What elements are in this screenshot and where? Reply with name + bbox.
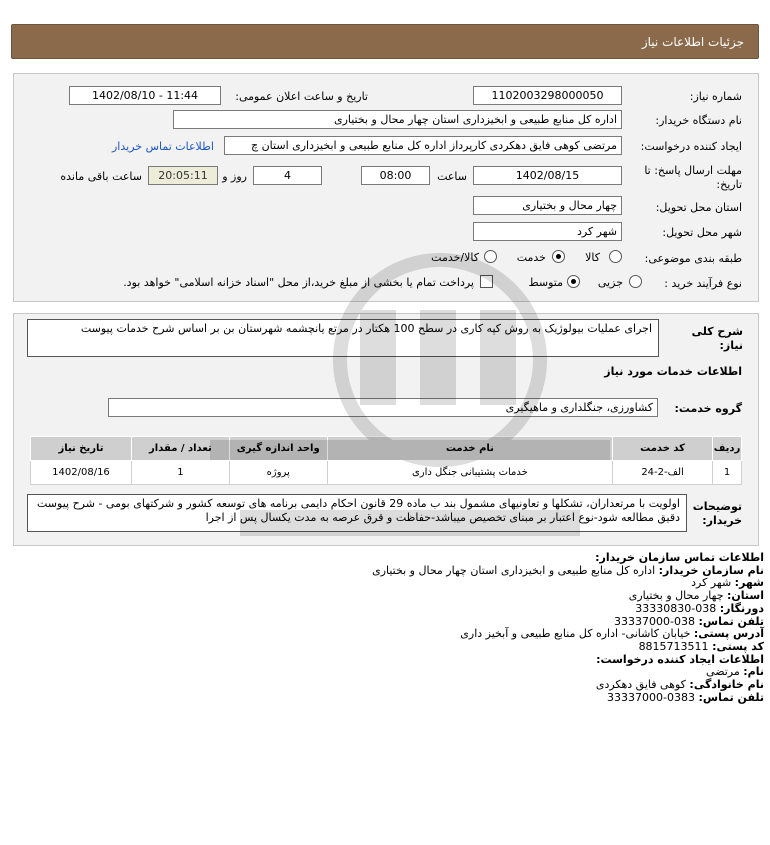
name-label: نام: <box>743 665 764 679</box>
deadline-time-label: ساعت <box>437 170 467 183</box>
address-value: خیابان کاشانی- اداره کل منابع طبیعی و آبخیز داری <box>460 627 691 641</box>
phone-label: تلفن تماس: <box>698 614 764 628</box>
postal-value: 8815713511 <box>638 639 709 653</box>
city-label: شهر محل تحویل: <box>662 226 742 239</box>
cell-unit: پروژه <box>229 461 327 485</box>
fax-value: 038-33330830 <box>635 601 717 615</box>
cell-name: خدمات پشتیبانی جنگل داری <box>327 461 612 485</box>
province-contact-label: استان: <box>727 589 764 603</box>
announce-field: 1402/08/10 - 11:44 <box>69 86 221 105</box>
summary-label-2: نیاز: <box>719 339 743 352</box>
table-row <box>31 461 742 485</box>
remaining-label: ساعت باقی مانده <box>60 170 142 183</box>
city-contact-value: شهر کرد <box>691 576 732 590</box>
creator-info-title: اطلاعات ایجاد کننده درخواست: <box>596 652 764 666</box>
province-field: چهار محال و بختیاری <box>473 196 622 215</box>
cell-row: 1 <box>713 461 742 485</box>
page-title: جزئیات اطلاعات نیاز <box>641 35 744 49</box>
page-header <box>11 24 759 59</box>
phone-value: 038-33337000 <box>614 614 696 628</box>
family-value: کوهی فایق دهکردی <box>595 678 686 692</box>
announce-label: تاریخ و ساعت اعلان عمومی: <box>235 90 368 103</box>
col-unit: واحد اندازه گیری <box>229 437 327 461</box>
address-label: آدرس پستی: <box>693 627 764 641</box>
service-group-label: گروه خدمت: <box>674 402 742 415</box>
name-value: مرتضی <box>706 665 740 679</box>
remaining-time-field: 20:05:11 <box>148 166 218 185</box>
need-number-label: شماره نیاز: <box>689 90 742 103</box>
notes-label: توضیحات <box>692 500 742 513</box>
province-contact-value: چهار محال و بختیاری <box>628 589 724 603</box>
summary-text: اجرای عملیات بیولوژیک به روش کپه کاری در سطح 100 هکتار در مرتع یانچشمه شهرستان بن بر اساس شرح خدمات پیوست <box>27 319 659 357</box>
days-label: روز و <box>222 170 247 183</box>
need-info-panel <box>13 73 759 302</box>
category-goods-radio[interactable] <box>609 250 622 263</box>
col-date: تاریخ نیاز <box>31 437 132 461</box>
deadline-label: مهلت ارسال پاسخ: تا <box>644 164 742 177</box>
process-minor-radio[interactable] <box>629 275 642 288</box>
deadline-time-field: 08:00 <box>361 166 430 185</box>
col-name: نام خدمت <box>327 437 612 461</box>
treasury-checkbox[interactable] <box>480 275 493 288</box>
buyer-org-field: اداره کل منابع طبیعی و ابخیزداری استان چهار محال و بختیاری <box>173 110 622 129</box>
deadline-date-field: 1402/08/15 <box>473 166 622 185</box>
notes-label-2: خریدار: <box>702 514 742 527</box>
city-contact-label: شهر: <box>734 576 764 590</box>
payment-note: پرداخت تمام یا بخشی از مبلغ خرید،از محل "اسناد خزانه اسلامی" خواهد بود. <box>123 276 474 289</box>
fax-label: دورنگار: <box>719 601 764 615</box>
notes-text: اولویت با مرتعداران، تشکلها و تعاونیهای مشمول بند ب ماده 29 قانون احکام دایمی برنامه های توسعه کشور و شرکتهای بومی - شرح پیوست دقیق مطالعه شود-نوع اعتبار بر مبنای تخصیص میباشد-حفاظت و قرق عرصه به مدت یکسال پس از اجرا <box>27 494 687 532</box>
summary-label: شرح کلی <box>691 325 743 338</box>
creator-phone-value: 0383-33337000 <box>607 690 696 704</box>
category-service-label: خدمت <box>516 251 546 264</box>
category-service-radio[interactable] <box>552 250 565 263</box>
process-label: نوع فرآیند خرید : <box>664 277 742 290</box>
category-both-radio[interactable] <box>484 250 497 263</box>
need-number-field: 1102003298000050 <box>473 86 622 105</box>
deadline-date-label: تاریخ: <box>716 178 742 191</box>
category-both-label: کالا/خدمت <box>431 251 479 264</box>
process-minor-label: جزیی <box>597 276 623 289</box>
contact-section <box>4 552 764 704</box>
category-goods-label: کالا <box>585 251 600 264</box>
postal-label: کد پستی: <box>712 639 764 653</box>
creator-field: مرتضی کوهی فایق دهکردی کارپرداز اداره کل منابع طبیعی و ابخیزداری استان چ <box>224 136 622 155</box>
col-qty: تعداد / مقدار <box>131 437 229 461</box>
cell-date: 1402/08/16 <box>31 461 132 485</box>
creator-label: ایجاد کننده درخواست: <box>640 140 742 153</box>
service-group-field: کشاورزی، جنگلداری و ماهیگیری <box>108 398 658 417</box>
creator-phone-label: تلفن تماس: <box>698 690 764 704</box>
province-label: استان محل تحویل: <box>655 201 742 214</box>
org-value: اداره کل منابع طبیعی و ابخیزداری استان چهار محال و بختیاری <box>372 563 656 577</box>
process-medium-label: متوسط <box>528 276 563 289</box>
services-table <box>30 436 742 485</box>
process-medium-radio[interactable] <box>567 275 580 288</box>
city-field: شهر کرد <box>473 222 622 241</box>
col-row: ردیف <box>713 437 742 461</box>
cell-qty: 1 <box>131 461 229 485</box>
org-label: نام سازمان خریدار: <box>658 563 764 577</box>
days-field: 4 <box>253 166 322 185</box>
category-label: طبقه بندی موضوعی: <box>644 252 742 265</box>
buyer-org-label: نام دستگاه خریدار: <box>655 114 742 127</box>
buyer-contact-link[interactable]: اطلاعات تماس خریدار <box>112 140 214 153</box>
family-label: نام خانوادگی: <box>689 678 764 692</box>
cell-code: الف-2-24 <box>613 461 713 485</box>
col-code: کد خدمت <box>613 437 713 461</box>
contact-title: اطلاعات تماس سازمان خریدار: <box>595 551 764 564</box>
services-title: اطلاعات خدمات مورد نیاز <box>604 365 742 378</box>
